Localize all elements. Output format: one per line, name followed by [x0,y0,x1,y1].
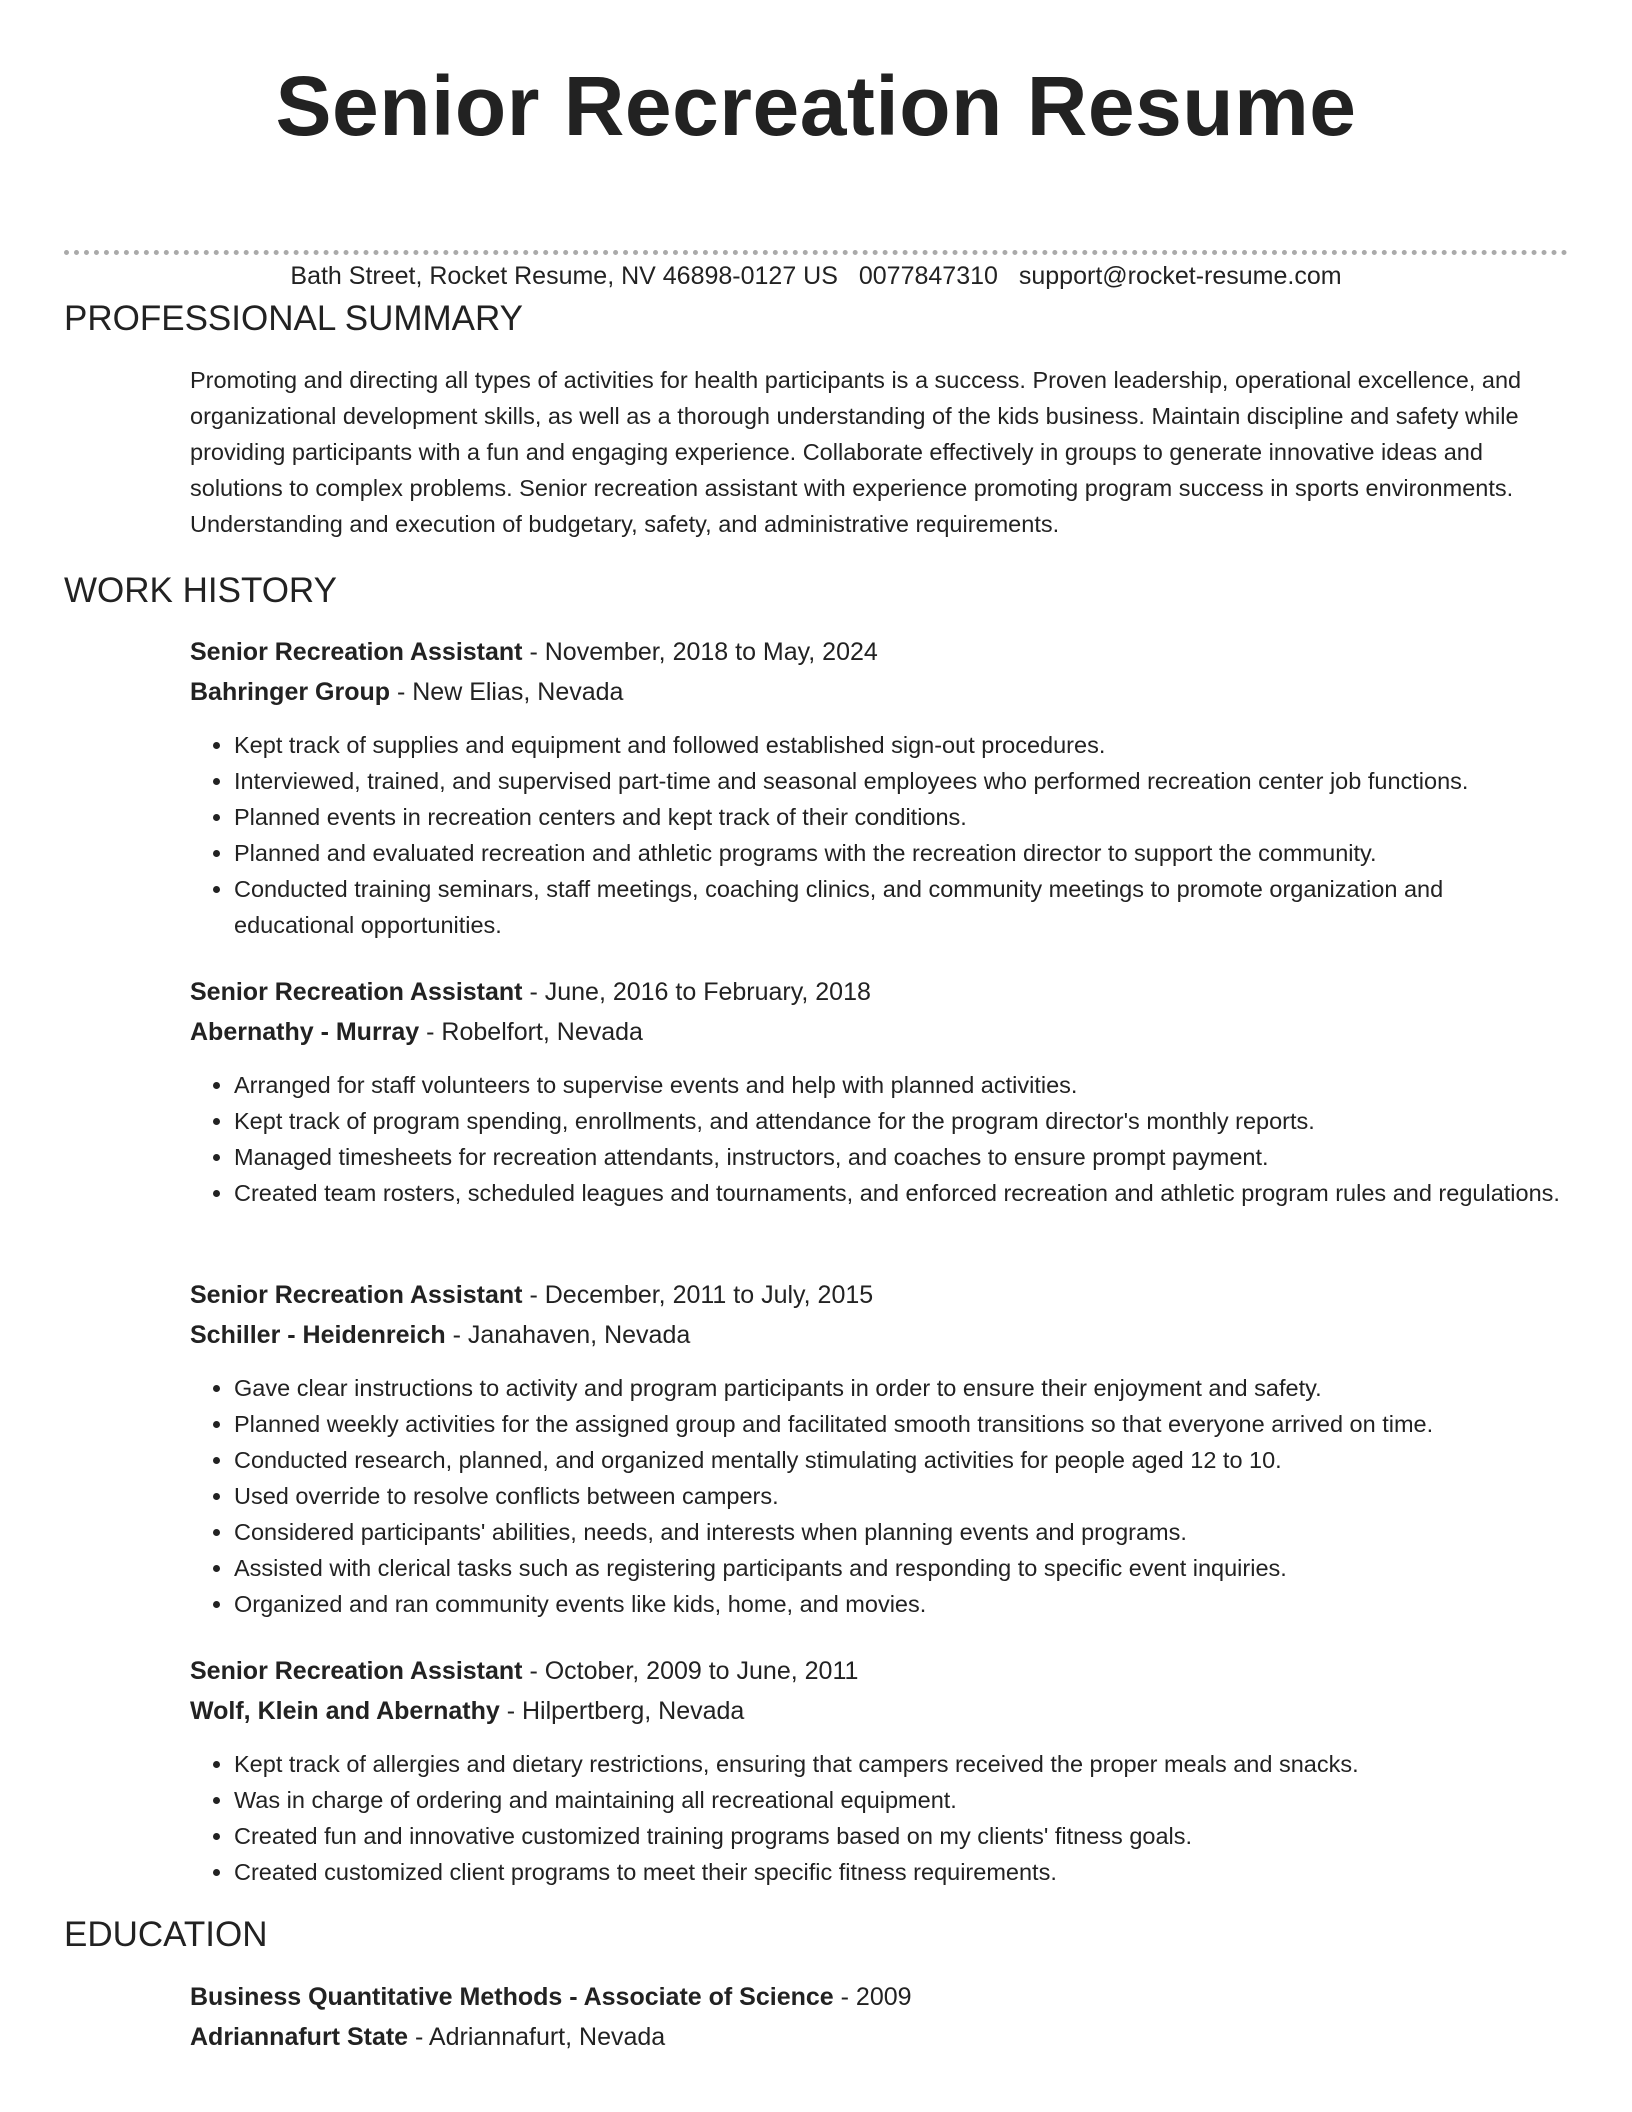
job-bullet: • Created team rosters, scheduled leagues and tournaments, and enforced recreation and athletic program rules and regulations. [234,1175,1568,1211]
job-bullets [190,1067,1568,1211]
job-title-line [190,635,1568,669]
job-title-line [190,1278,1568,1312]
job-dates: - October, 2009 to June, 2011 [522,1657,859,1685]
job-role: Senior Recreation Assistant [190,1281,523,1309]
job-bullets [190,1370,1568,1622]
job-bullets [190,727,1568,943]
job-bullet: • Created customized client programs to meet their specific fitness requirements. [234,1854,1568,1890]
contact-email: support@rocket-resume.com [1018,262,1342,290]
company-location: - Robelfort, Nevada [419,1018,643,1046]
school-name: Adriannafurt State [190,2023,409,2051]
contact-phone: 0077847310 [858,262,998,290]
job-bullet: • Kept track of allergies and dietary restrictions, ensuring that campers received the proper meals and snacks. [234,1746,1568,1782]
job-entry [190,1654,1568,1890]
company-location: - New Elias, Nevada [390,678,624,706]
job-bullet: • Organized and ran community events like kids, home, and movies. [234,1586,1568,1622]
school-location: - Adriannafurt, Nevada [408,2023,666,2051]
work-history-heading: WORK HISTORY [64,571,337,610]
job-entry [190,1278,1568,1622]
degree-name: Business Quantitative Methods - Associate of Science [190,1983,834,2011]
company-location: - Janahaven, Nevada [445,1321,691,1349]
company-name: Abernathy - Murray [190,1018,420,1046]
company-line [190,675,1568,709]
job-title-line [190,975,1568,1009]
job-bullet: • Planned events in recreation centers and kept track of their conditions. [234,799,1568,835]
job-dates: - December, 2011 to July, 2015 [522,1281,874,1309]
education-entry [190,1980,1568,2054]
education-heading: EDUCATION [64,1915,268,1954]
job-role: Senior Recreation Assistant [190,1657,523,1685]
summary-section [64,298,1568,542]
job-bullet: • Gave clear instructions to activity and program participants in order to ensure their enjoyment and safety. [234,1370,1568,1406]
job-role: Senior Recreation Assistant [190,978,523,1006]
company-line [190,1318,1568,1352]
degree-year: - 2009 [833,1983,912,2011]
job-bullet: • Planned weekly activities for the assigned group and facilitated smooth transitions so that everyone arrived on time. [234,1406,1568,1442]
job-bullet: • Assisted with clerical tasks such as registering participants and responding to specific event inquiries. [234,1550,1568,1586]
resume-title: Senior Recreation Resume [275,59,1357,153]
job-role: Senior Recreation Assistant [190,638,523,666]
summary-text: Promoting and directing all types of activities for health participants is a success. Proven leadership, operational excellence, and organizational development skills, as well as a thorough understanding of the kids business. Maintain discipline and safety while providing participants with a fun and engaging experience. Collaborate effectively in groups to generate innovative ideas and solutions to complex problems. Senior recreation assistant with experience promoting program success in sports environments. Understanding and execution of budgetary, safety, and administrative requirements. [190,367,1522,537]
company-location: - Hilpertberg, Nevada [499,1697,745,1725]
contact-address: Bath Street, Rocket Resume, NV 46898-0127 US [290,262,838,290]
company-name: Wolf, Klein and Abernathy [190,1697,500,1725]
education-section [64,1914,1568,1956]
school-line [190,2020,1568,2054]
job-bullet: • Considered participants' abilities, needs, and interests when planning events and programs. [234,1514,1568,1550]
company-line [190,1694,1568,1728]
header-divider [64,250,1568,255]
job-bullet: • Interviewed, trained, and supervised part-time and seasonal employees who performed recreation center job functions. [234,763,1568,799]
job-bullet: • Used override to resolve conflicts between campers. [234,1478,1568,1514]
job-bullet: • Created fun and innovative customized training programs based on my clients' fitness goals. [234,1818,1568,1854]
job-dates: - June, 2016 to February, 2018 [522,978,871,1006]
contact-line [0,260,1632,292]
job-bullet: • Managed timesheets for recreation attendants, instructors, and coaches to ensure prompt payment. [234,1139,1568,1175]
job-entry [190,975,1568,1211]
job-bullet: • Arranged for staff volunteers to supervise events and help with planned activities. [234,1067,1568,1103]
job-bullet: • Was in charge of ordering and maintaining all recreational equipment. [234,1782,1568,1818]
job-bullets [190,1746,1568,1890]
job-bullet: • Conducted training seminars, staff meetings, coaching clinics, and community meetings to promote organization and educational opportunities. [234,871,1568,943]
work-history-section [64,570,1568,612]
job-bullet: • Conducted research, planned, and organized mentally stimulating activities for people aged 12 to 10. [234,1442,1568,1478]
company-name: Schiller - Heidenreich [190,1321,446,1349]
company-line [190,1015,1568,1049]
job-bullet: • Kept track of program spending, enrollments, and attendance for the program director's monthly reports. [234,1103,1568,1139]
job-entry [190,635,1568,943]
job-bullet: • Kept track of supplies and equipment and followed established sign-out procedures. [234,727,1568,763]
job-title-line [190,1654,1568,1688]
job-dates: - November, 2018 to May, 2024 [522,638,878,666]
company-name: Bahringer Group [190,678,391,706]
job-bullet: • Planned and evaluated recreation and athletic programs with the recreation director to support the community. [234,835,1568,871]
degree-line [190,1980,1568,2014]
summary-heading: PROFESSIONAL SUMMARY [64,299,523,338]
